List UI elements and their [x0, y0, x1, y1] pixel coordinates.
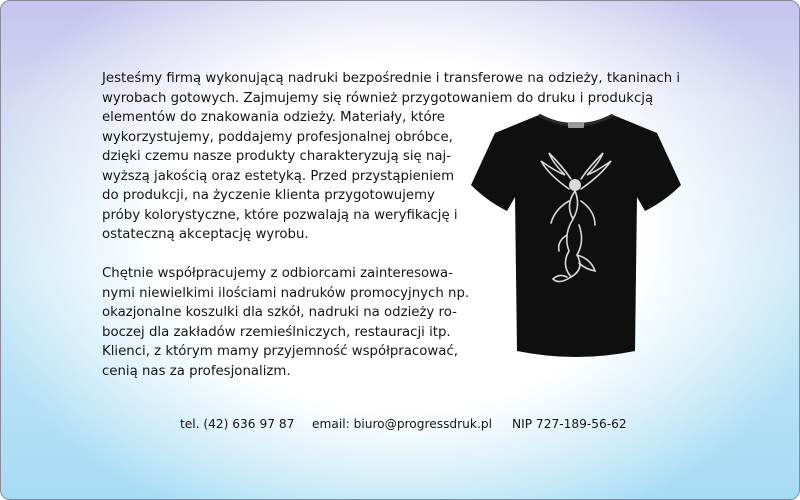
phone-text: tel. (42) 636 97 87 [180, 417, 295, 431]
nip-text: NIP 727-189-56-62 [512, 417, 627, 431]
cooperation-line: Chętnie współpracujemy z odbiorcami zainteresowa- [102, 266, 453, 281]
intro-line: dzięki czemu nasze produkty charakteryzują się naj- [102, 149, 452, 164]
intro-line: wyższą jakością oraz estetyką. Przed przystąpieniem [102, 168, 455, 184]
intro-line: Jesteśmy firmą wykonującą nadruki bezpośrednie i transferowe na odzieży, tkaninach i [102, 71, 681, 86]
tshirt-body [471, 115, 681, 357]
tshirt-image [469, 101, 684, 366]
cooperation-line: cenią nas za profesjonalizm. [102, 363, 291, 379]
intro-line: próby kolorystyczne, które pozwalają na weryfikację i [102, 207, 458, 223]
intro-line: wyrobach gotowych. Zajmujemy się również przygotowaniem do druku i produkcją [102, 90, 654, 106]
cooperation-line: nymi niewielkimi ilościami nadruków promocyjnych np. [102, 285, 470, 301]
cooperation-line: Klienci, z którym mamy przyjemność współpracować, [102, 344, 458, 359]
cooperation-line: okazjonalne koszulki dla szkół, nadruki na odzieży ro- [102, 305, 457, 320]
intro-line: elementów do znakowania odzieży. Materiały, które [102, 110, 445, 125]
label-tag [568, 122, 584, 128]
intro-line: do produkcji, na życzenie klienta przygotowujemy [102, 188, 435, 203]
email-text[interactable]: email: biuro@progressdruk.pl [312, 417, 492, 431]
intro-line: wykorzystujemy, poddajemy profesjonalnej obróbce, [102, 129, 453, 145]
intro-line: ostateczną akceptację wyrobu. [102, 227, 309, 242]
cooperation-line: boczej dla zakładów rzemieślniczych, restauracji itp. [102, 324, 451, 340]
